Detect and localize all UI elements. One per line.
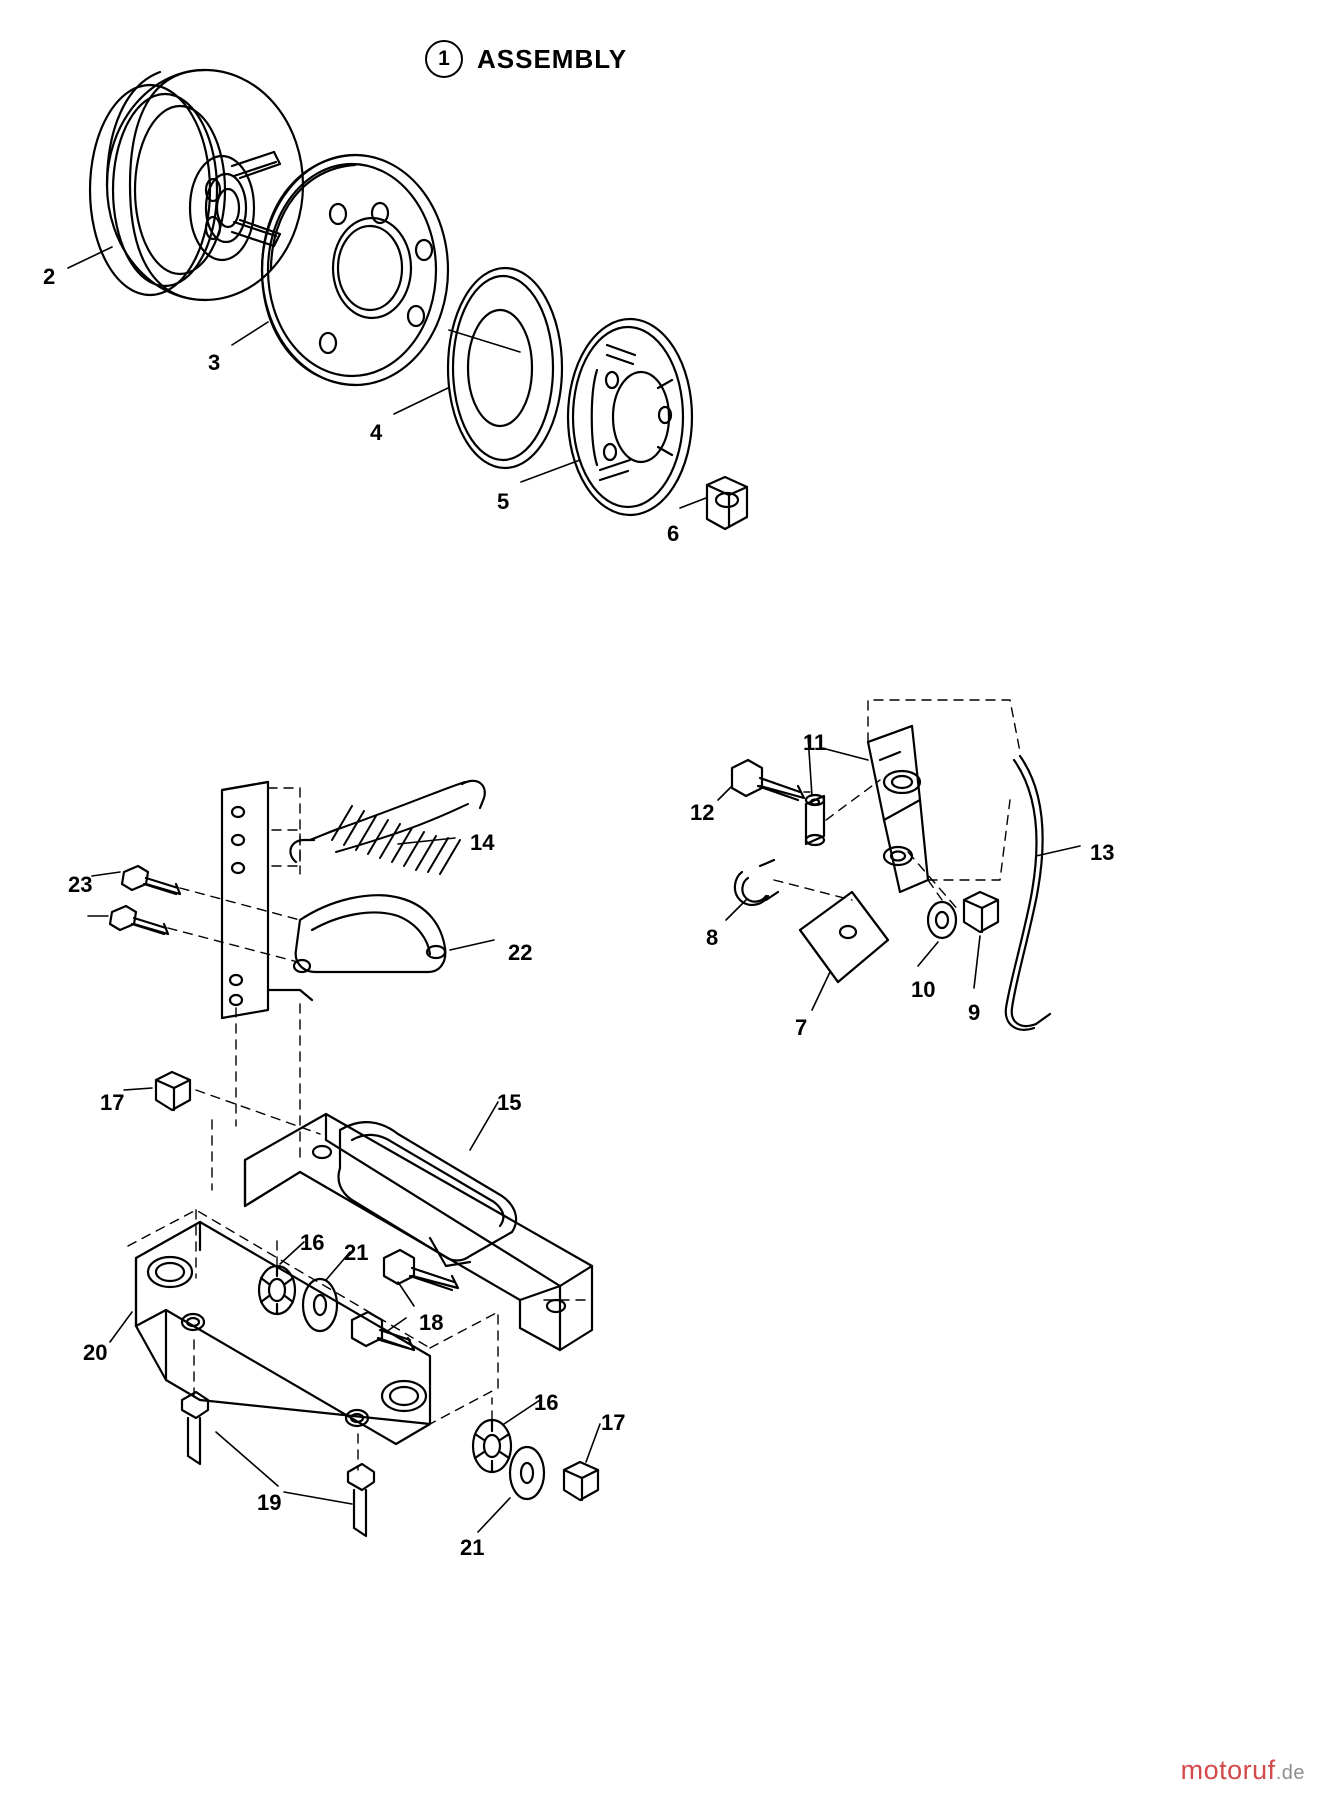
part-12-bolt: [732, 760, 804, 800]
linkage-arm: [868, 726, 928, 892]
part-4-disc: [448, 268, 562, 468]
callout-number-20: 20: [83, 1340, 108, 1365]
callout-number-17b: 17: [601, 1410, 626, 1435]
callout-number-16b: 16: [534, 1390, 559, 1415]
callout-number-16: 16: [300, 1230, 325, 1255]
part-11-spacer: [806, 795, 824, 845]
diagram-title: [425, 40, 627, 78]
part-17-nut-upper: [156, 1072, 190, 1110]
bracket-plate: [222, 782, 312, 1018]
callout-number-19: 19: [257, 1490, 282, 1515]
watermark-main: motoruf: [1180, 1755, 1276, 1785]
callout-number-22: 22: [508, 940, 533, 965]
callout-number-10: 10: [911, 977, 936, 1002]
part-23-bolts: [110, 866, 180, 934]
part-21-washer-upper: [303, 1279, 337, 1331]
callout-number-3: 3: [208, 350, 221, 375]
callout-number-14: 14: [470, 830, 495, 855]
callout-number-21b: 21: [460, 1535, 485, 1560]
part-5-backing-plate: [568, 319, 692, 515]
part-9-nut: [964, 892, 998, 932]
callout-number-4: 4: [370, 420, 383, 445]
part-3-drum: [262, 155, 448, 385]
callout-number-5: 5: [497, 489, 510, 514]
callout-number-21: 21: [344, 1240, 369, 1265]
callout-number-6: 6: [667, 521, 680, 546]
callout-number-18: 18: [419, 1310, 444, 1335]
part-14-spring: [290, 781, 484, 874]
callout-number-7: 7: [795, 1015, 808, 1040]
part-7-pad-holder: [800, 892, 888, 982]
title-label: ASSEMBLY: [477, 43, 628, 74]
part-8-clip: [735, 860, 778, 905]
part-6-locknut: [707, 477, 747, 529]
callout-number-8: 8: [706, 925, 719, 950]
callout-number-17: 17: [100, 1090, 125, 1115]
part-16-bushing-lower: [473, 1420, 511, 1472]
part-21-washer-lower: [510, 1447, 544, 1499]
callout-number-15: 15: [497, 1090, 522, 1115]
watermark-suffix: .de: [1275, 1762, 1305, 1784]
part-13-rod: [1006, 756, 1050, 1030]
callout-number-13: 13: [1090, 840, 1115, 865]
part-16-bushing-upper: [259, 1266, 295, 1314]
part-10-washer: [928, 902, 956, 938]
callout-number-2: 2: [43, 264, 56, 289]
watermark: [1181, 1755, 1305, 1786]
callout-number-11: 11: [803, 730, 827, 755]
callout-number-9: 9: [968, 1000, 981, 1025]
title-number-badge: 1: [425, 40, 463, 78]
callout-number-12: 12: [690, 800, 715, 825]
part-17-nut-lower: [564, 1462, 598, 1500]
part-22-lever: [294, 895, 445, 972]
callout-number-23: 23: [68, 872, 93, 897]
